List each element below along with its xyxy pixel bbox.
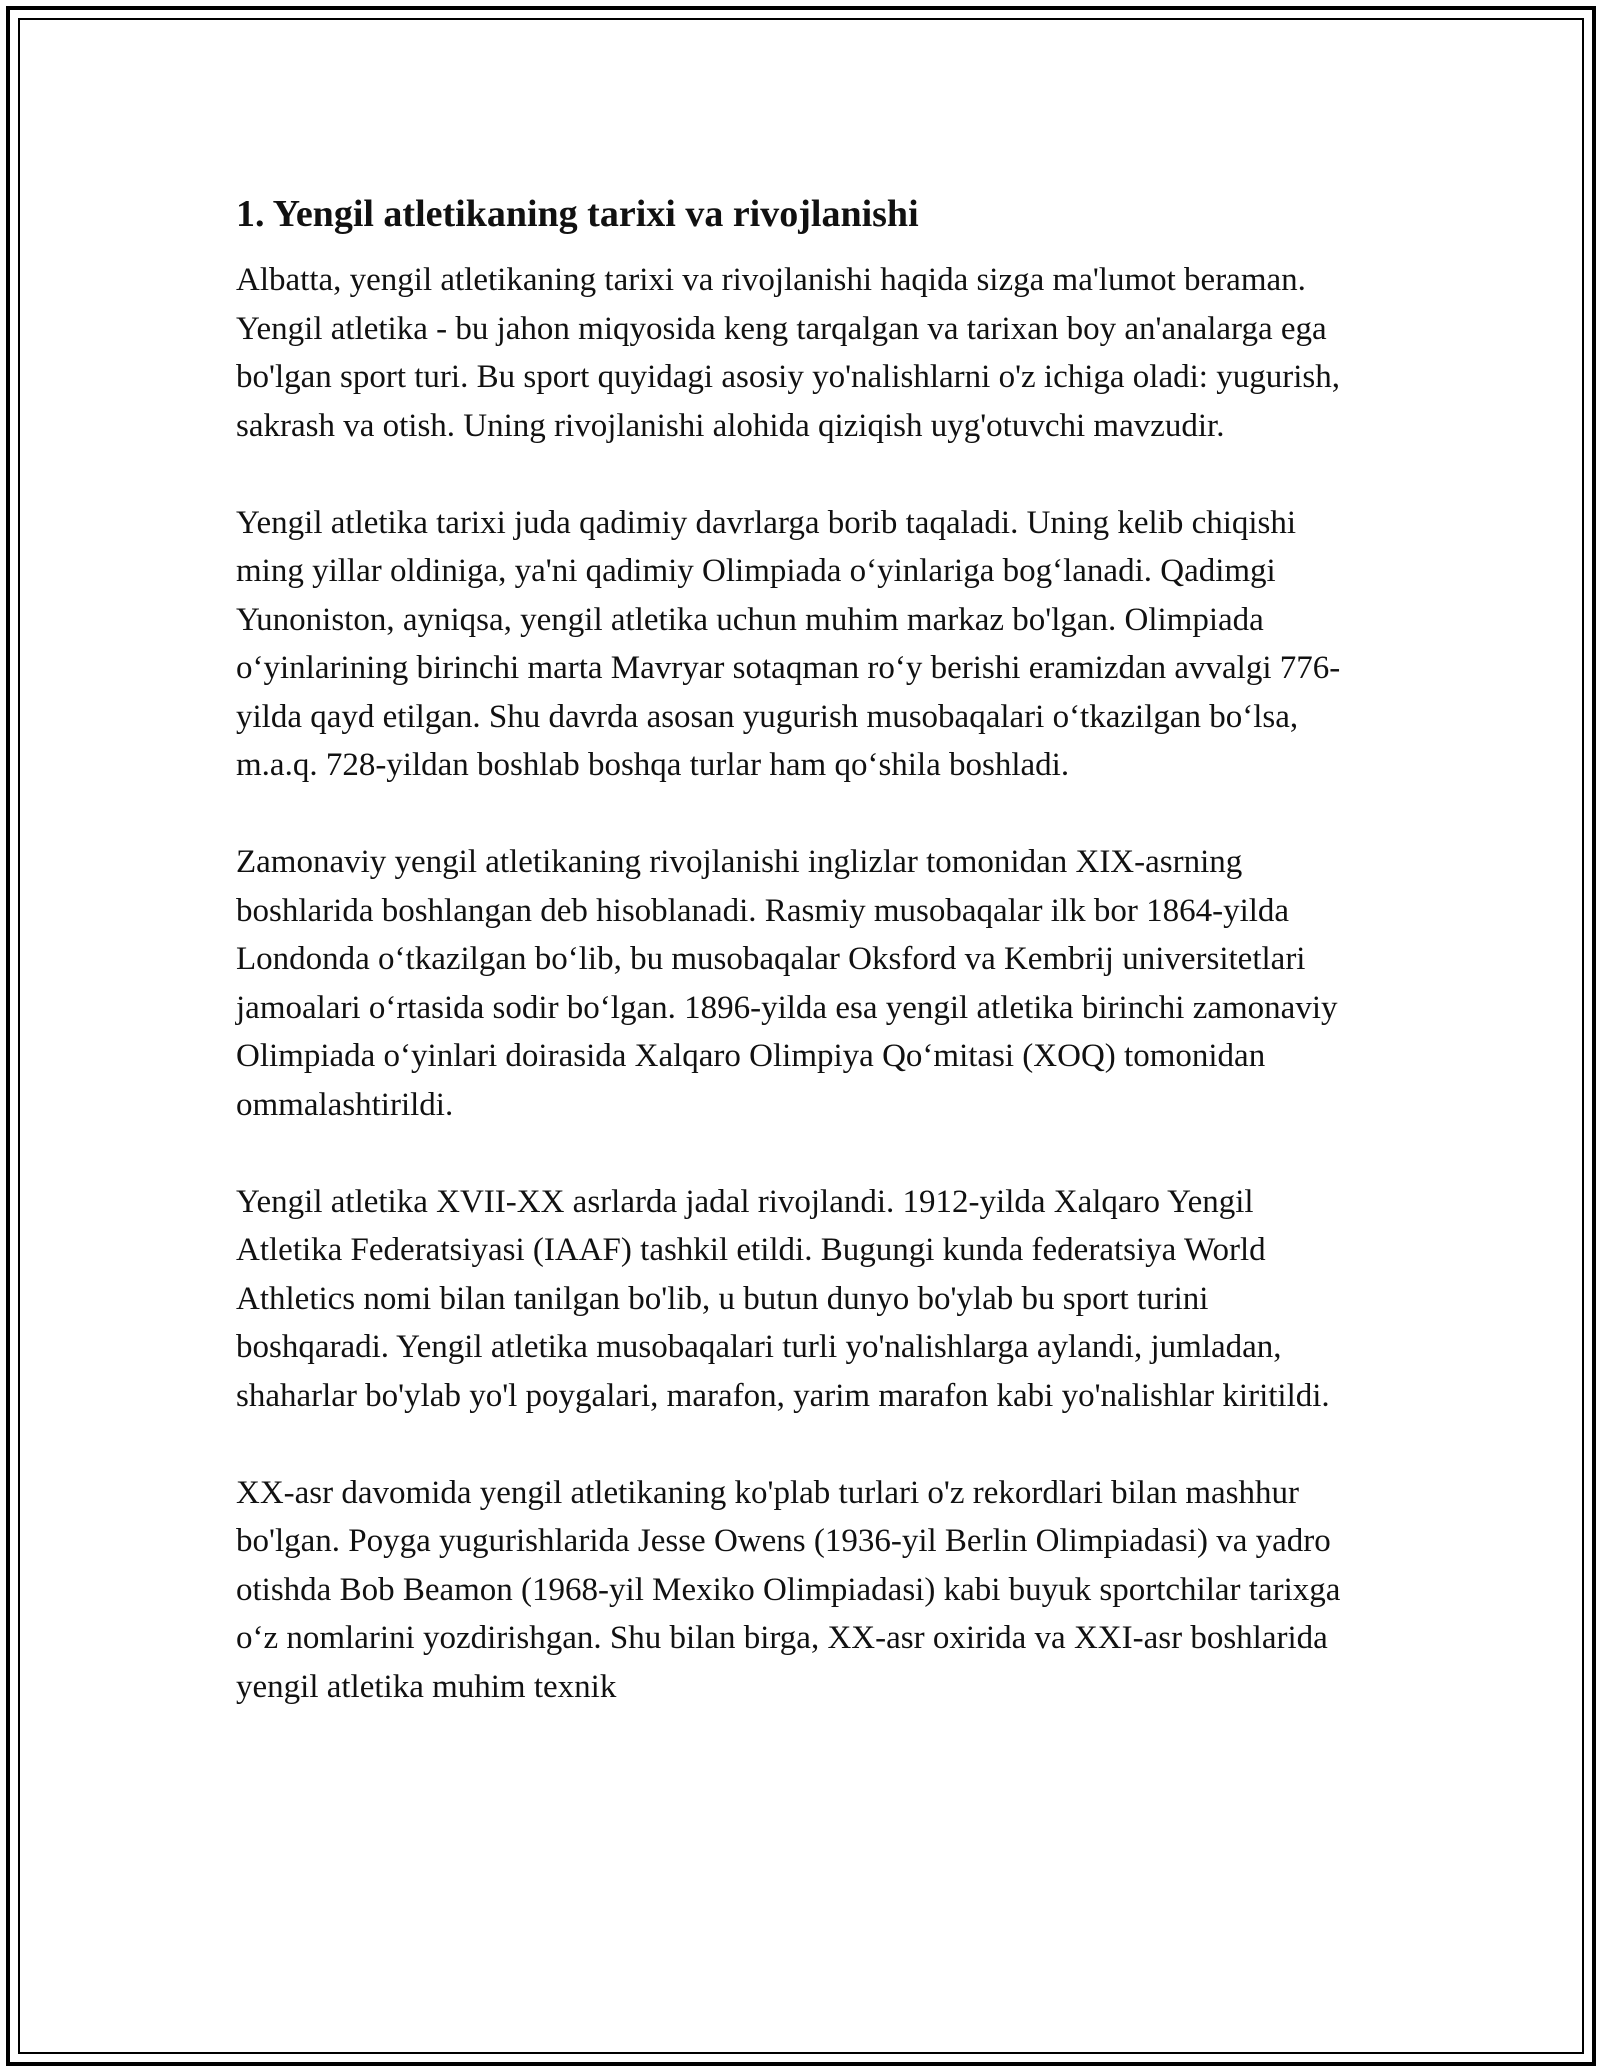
- paragraph-intro: Albatta, yengil atletikaning tarixi va rivojlanishi haqida sizga ma'lumot beraman. Yengil atletika - bu jahon miqyosida keng tarqalgan va tarixan boy an'analarga ega bo'lgan sport turi. Bu sport quyidagi asosiy yo'nalishlarni o'z ichiga oladi: yugurish, sakrash va otish. Uning rivojlanishi alohida qiziqish uyg'otuvchi mavzudir.: [236, 262, 1340, 444]
- section-heading: 1. Yengil atletikaning tarixi va rivojlanishi: [236, 193, 919, 235]
- document-body: [236, 188, 1366, 1760]
- paragraph-twentieth-century: XX-asr davomida yengil atletikaning ko'plab turlari o'z rekordlari bilan mashhur bo'lgan. Poyga yugurishlarida Jesse Owens (1936-yil Berlin Olimpiadasi) va yadro otishda Bob Beamon (1968-yil Mexiko Olimpiadasi) kabi buyuk sportchilar tarixga o‘z nomlarini yozdirishgan. Shu bilan birga, XX-asr oxirida va XXI-asr boshlarida yengil atletika muhim texnik: [236, 1474, 1341, 1705]
- paragraph-federation: Yengil atletika XVII-XX asrlarda jadal rivojlandi. 1912-yilda Xalqaro Yengil Atletika Federatsiyasi (IAAF) tashkil etildi. Bugungi kunda federatsiya World Athletics nomi bilan tanilgan bo'lib, u butun dunyo bo'ylab bu sport turini boshqaradi. Yengil atletika musobaqalari turli yo'nalishlarga aylandi, jumladan, shaharlar bo'ylab yo'l poygalari, marafon, yarim marafon kabi yo'nalishlar kiritildi.: [236, 1183, 1330, 1414]
- paragraph-modern-development: Zamonaviy yengil atletikaning rivojlanishi inglizlar tomonidan XIX-asrning boshlarida boshlangan deb hisoblanadi. Rasmiy musobaqalar ilk bor 1864-yilda Londonda o‘tkazilgan bo‘lib, bu musobaqalar Oksford va Kembrij universitetlari jamoalari o‘rtasida sodir bo‘lgan. 1896-yilda esa yengil atletika birinchi zamonaviy Olimpiada o‘yinlari doirasida Xalqaro Olimpiya Qo‘mitasi (XOQ) tomonidan ommalashtirildi.: [236, 844, 1338, 1123]
- paragraph-ancient-history: Yengil atletika tarixi juda qadimiy davrlarga borib taqaladi. Uning kelib chiqishi ming yillar oldiniga, ya'ni qadimiy Olimpiada o‘yinlariga bog‘lanadi. Qadimgi Yunoniston, ayniqsa, yengil atletika uchun muhim markaz bo'lgan. Olimpiada o‘yinlarining birinchi marta Mavryar sotaqman ro‘y berishi eramizdan avvalgi 776-yilda qayd etilgan. Shu davrda asosan yugurish musobaqalari o‘tkazilgan bo‘lsa, m.a.q. 728-yildan boshlab boshqa turlar ham qo‘shila boshladi.: [236, 504, 1341, 783]
